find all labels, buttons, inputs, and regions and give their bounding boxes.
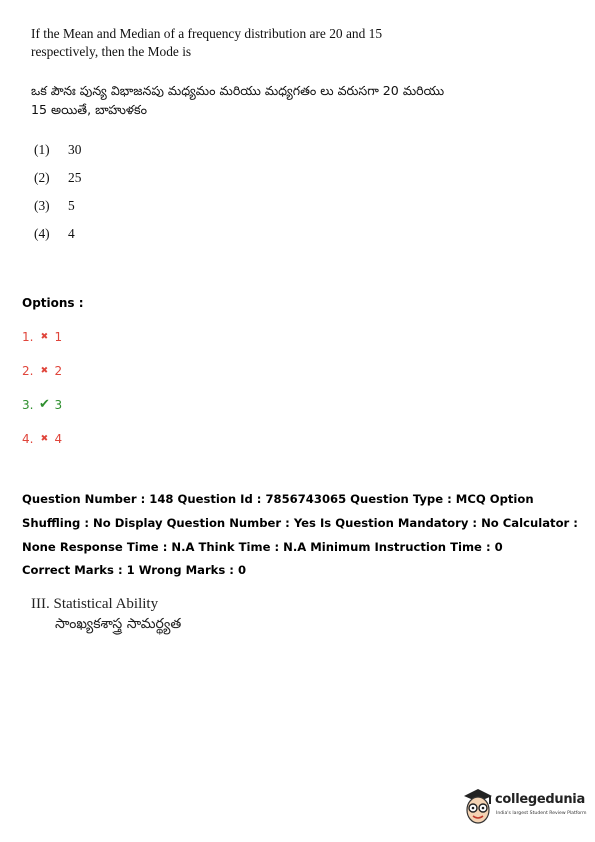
marks-info: Correct Marks : 1 Wrong Marks : 0 <box>22 563 247 577</box>
logo-tagline: India's largest Student Review Platform <box>496 811 587 816</box>
choice-2 <box>34 170 81 198</box>
check-icon: ✔ <box>39 397 50 412</box>
option-index: 2. <box>22 364 34 378</box>
option-3 <box>22 398 62 432</box>
option-2 <box>22 364 62 398</box>
cross-icon: ✖ <box>40 434 49 444</box>
choice-1 <box>34 142 81 170</box>
question-metadata: Question Number : 148 Question Id : 7856743065 Question Type : MCQ Option Shuffling : No Display Question Number : Yes Is Question Mandatory : No Calculator : None Response Time : N.A Think Time : N.A Minimum Instruction Time : 0 <box>22 492 578 554</box>
options-heading: Options : <box>22 296 84 310</box>
option-value: 4 <box>54 432 63 446</box>
option-value: 2 <box>54 364 63 378</box>
option-1 <box>22 330 62 364</box>
options-list <box>22 330 62 466</box>
question-choices <box>34 142 81 254</box>
collegedunia-logo <box>460 786 588 830</box>
choice-number: (4) <box>34 226 50 241</box>
question-text-english: If the Mean and Median of a frequency distribution are 20 and 15 respectively, then the Mode is <box>31 26 383 59</box>
logo-brand-text: collegedunia <box>495 792 585 807</box>
choice-text: 4 <box>68 226 75 241</box>
option-value: 1 <box>54 330 63 344</box>
choice-number: (2) <box>34 170 50 185</box>
section-title-telugu: సాంఖ్యకశాస్త్ర సామర్థ్యత <box>55 616 182 632</box>
choice-number: (1) <box>34 142 50 157</box>
mascot-icon <box>460 786 496 826</box>
option-index: 1. <box>22 330 34 344</box>
cross-icon: ✖ <box>40 332 49 342</box>
option-4 <box>22 432 62 466</box>
section-title-english: III. Statistical Ability <box>31 596 159 612</box>
option-index: 4. <box>22 432 34 446</box>
choice-text: 30 <box>68 142 82 157</box>
choice-text: 5 <box>68 198 75 213</box>
choice-3 <box>34 198 81 226</box>
choice-text: 25 <box>68 170 82 185</box>
option-value: 3 <box>54 398 63 412</box>
choice-number: (3) <box>34 198 50 213</box>
option-index: 3. <box>22 398 34 412</box>
cross-icon: ✖ <box>40 366 49 376</box>
question-text-telugu: ఒక పౌనః పున్య విభాజనపు మధ్యమం మరియు మధ్యగతం లు వరుసగా 20 మరియు 15 అయితే, బాహుళకం <box>31 83 445 117</box>
choice-4 <box>34 226 81 254</box>
